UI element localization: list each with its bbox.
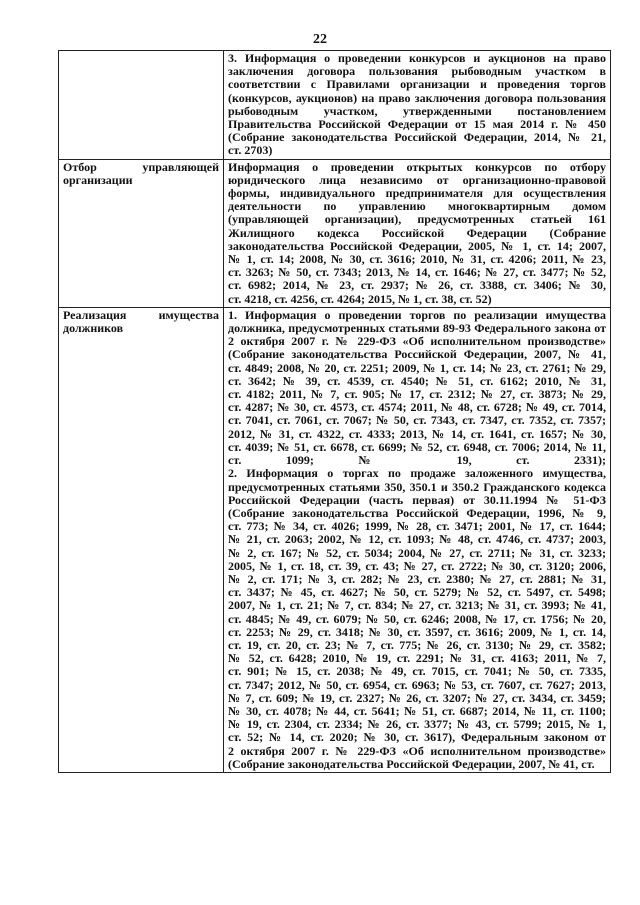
document-table: [58, 50, 611, 773]
information-text-line: законодательства Российской Федерации, 2005, № 1, ст. 14; 2007,: [228, 238, 606, 253]
information-text-line: ст. 4182; 2011, № 7, ст. 905; № 17, ст. 2312; № 27, ст. 3873; № 29,: [228, 387, 606, 402]
information-text-line: (Собрание законодательства Российской Федерации, 2014, № 21,: [228, 130, 606, 145]
information-text-line: № 52, ст. 6428; 2010, № 19, ст. 2291; № 31, ст. 4163; 2011, № 7,: [228, 651, 606, 666]
table-row: [59, 51, 611, 160]
activity-text-line: должников: [63, 321, 124, 336]
information-text-line: формы, индивидуального предпринимателя для осуществления: [228, 186, 606, 201]
information-text-line: ст. 19, ст. 20, ст. 23; № 7, ст. 775; № 26, ст. 3130; № 29, ст. 3582;: [228, 637, 606, 652]
information-text-line: ст. 2253; № 29, ст. 3418; № 30, ст. 3597, ст. 3616; 2009, № 1, ст. 14,: [228, 624, 606, 639]
information-text-line: № 1, ст. 14; 2008, № 30, ст. 3616; 2010, № 31, ст. 4206; 2011, № 23,: [228, 252, 606, 267]
table-row: [59, 159, 611, 307]
information-text-line: ст. 3642; № 39, ст. 4539, ст. 4540; № 51, ст. 6162; 2010, № 31,: [228, 373, 606, 388]
information-text-line: должника, предусмотренных статьями 89-93 Федерального закона от: [228, 321, 606, 336]
information-text-line: 2 октября 2007 г. № 229-ФЗ «Об исполнительном производстве»: [228, 334, 606, 349]
information-text-line: заключения договора пользования рыбоводным участком в: [228, 64, 606, 79]
information-text-line: № 2, ст. 167; № 52, ст. 5034; 2004, № 27, ст. 2711; № 31, ст. 3233;: [228, 545, 606, 560]
information-text-line: 2. Информация о торгах по продаже заложенного имущества,: [228, 466, 606, 481]
information-text-line: ст. 4287; № 30, ст. 4573, ст. 4574; 2011, № 48, ст. 6728; № 49, ст. 7014,: [228, 400, 606, 415]
information-text-line: 2007, № 1, ст. 21; № 7, ст. 834; № 27, ст. 3213; № 31, ст. 3993; № 41,: [228, 598, 606, 613]
information-text-line: ст. 2703): [228, 143, 273, 158]
information-text-line: ст. 7347; 2012, № 50, ст. 6954, ст. 6963; № 53, ст. 7607, ст. 7627; 2013,: [228, 677, 606, 692]
information-text-line: Информация о проведении открытых конкурсов по отбору: [228, 159, 606, 174]
information-text-line: ст. 7041, ст. 7061, ст. 7067; № 50, ст. 7343, ст. 7347, ст. 7352, ст. 7357;: [228, 413, 606, 428]
information-text-line: Российской Федерации (часть первая) от 30.11.1994 № 51-ФЗ: [228, 492, 606, 507]
information-text-line: рыбоводным участком, утвержденными постановлением: [228, 103, 606, 118]
information-text-line: 1. Информация о проведении торгов по реализации имущества: [228, 307, 606, 322]
information-text-line: № 7, ст. 609; № 19, ст. 2327; № 26, ст. 3207; № 27, ст. 3434, ст. 3459;: [228, 690, 606, 705]
information-text-line: № 19, ст. 2304, ст. 2334; № 26, ст. 3377; № 43, ст. 5799; 2015, № 1,: [228, 717, 606, 732]
information-text-line: (Собрание законодательства Российской Федерации, 2007, № 41, ст.: [228, 756, 595, 771]
information-text-line: предусмотренных статьями 350, 350.1 и 350.2 Гражданского кодекса: [228, 479, 606, 494]
information-text-line: ст. 773; № 34, ст. 4026; 1999, № 28, ст. 3471; 2001, № 17, ст. 1644;: [228, 519, 606, 534]
information-text-line: 3. Информация о проведении конкурсов и аукционов на право: [228, 51, 606, 65]
information-text-line: (Собрание законодательства Российской Федерации, 2007, № 41,: [228, 347, 606, 362]
activity-text-line: Отбор управляющей: [63, 159, 219, 174]
information-text-line: (управляющей организации), предусмотренных статьей 161: [228, 212, 606, 227]
information-cell: [224, 307, 611, 772]
information-text-line: юридического лица независимо от организационно-правовой: [228, 172, 606, 187]
information-text-line: 2012, № 31, ст. 4322, ст. 4333; 2013, № 14, ст. 1641, ст. 1657; № 30,: [228, 426, 606, 441]
information-text-line: № 2, ст. 171; № 3, ст. 282; № 23, ст. 2380; № 27, ст. 2881; № 31,: [228, 571, 606, 586]
information-text-line: ст. 52; № 14, ст. 2020; № 30, ст. 3617), Федеральным законом от: [228, 730, 606, 745]
table-row: [59, 307, 611, 772]
information-text-line: 2005, № 1, ст. 18, ст. 39, ст. 43; № 27, ст. 2722; № 30, ст. 3120; 2006,: [228, 558, 606, 573]
information-text-line: ст. 4845; № 49, ст. 6079; № 50, ст. 6246; 2008, № 17, ст. 1756; № 20,: [228, 611, 606, 626]
information-text-line: 2 октября 2007 г. № 229-ФЗ «Об исполнительном производстве»: [228, 743, 606, 758]
document-table-body: [59, 51, 611, 773]
information-text-line: ст. 6982; 2014, № 23, ст. 2937; № 26, ст. 3388, ст. 3406; № 30,: [228, 278, 606, 293]
information-text-line: ст. 4849; 2008, № 20, ст. 2251; 2009, № 1, ст. 14; № 23, ст. 2761; № 29,: [228, 360, 606, 375]
information-text-line: ст. 4218, ст. 4256, ст. 4264; 2015, № 1, ст. 38, ст. 52): [228, 291, 492, 306]
information-text-line: ст. 3437; № 45, ст. 4627; № 50, ст. 5279; № 52, ст. 5497, ст. 5498;: [228, 585, 606, 600]
information-text-line: Правительства Российской Федерации от 15 мая 2014 г. № 450: [228, 117, 606, 132]
information-text-line: (конкурсов, аукционов) на право заключения договора пользования: [228, 90, 606, 105]
information-text-line: № 30, ст. 4078; № 44, ст. 5641; № 51, ст. 6687; 2014, № 11, ст. 1100;: [228, 703, 606, 718]
information-text-line: соответствии с Правилами организации и проведения торгов: [228, 77, 606, 92]
information-text-line: Жилищного кодекса Российской Федерации (Собрание: [228, 225, 606, 240]
information-text-line: ст. 4039; № 51, ст. 6678, ст. 6699; № 52, ст. 6948, ст. 7006; 2014, № 11,: [228, 439, 606, 454]
activity-cell: [59, 159, 224, 307]
activity-cell: [59, 307, 224, 772]
information-text-line: ст. 901; № 15, ст. 2038; № 49, ст. 7015, ст. 7041; № 50, ст. 7335,: [228, 664, 606, 679]
information-text-line: ст. 3263; № 50, ст. 7343; 2013, № 14, ст. 1646; № 27, ст. 3477; № 52,: [228, 265, 606, 280]
activity-text-line: организации: [63, 172, 133, 187]
information-cell: [224, 51, 611, 160]
information-text-line: № 21, ст. 2063; 2002, № 12, ст. 1093; № 48, ст. 4746, ст. 4737; 2003,: [228, 532, 606, 547]
activity-cell: [59, 51, 224, 160]
information-cell: [224, 159, 611, 307]
page-number: 22: [313, 32, 327, 47]
information-text-line: (Собрание законодательства Российской Федерации, 1996, № 9,: [228, 505, 606, 520]
information-text-line: деятельности по управлению многоквартирным домом: [228, 199, 606, 214]
activity-text-line: Реализация имущества: [63, 307, 219, 322]
information-text-line: ст. 1099; № 19, ст. 2331);: [228, 453, 606, 468]
